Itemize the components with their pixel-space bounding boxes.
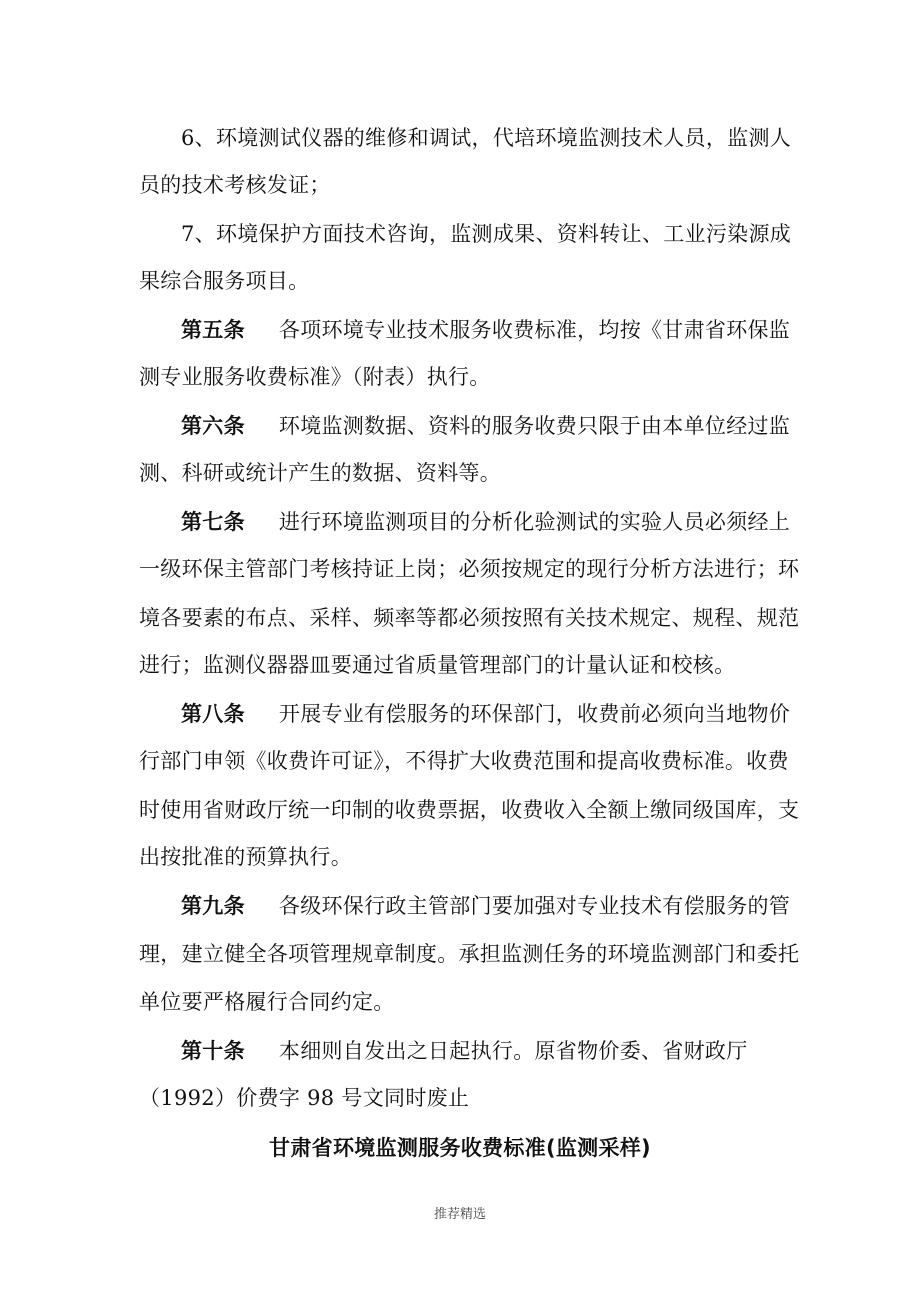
article-9-line-2: 理，建立健全各项管理规章制度。承担监测任务的环境监测部门和委托 [139, 942, 800, 966]
article-5-text: 各项环境专业技术服务收费标准，均按《甘肃省环保监 [278, 318, 791, 342]
article-6-line-1 [181, 412, 790, 440]
article-7-label: 第七条 [181, 510, 245, 534]
article-10-line-2: （1992）价费字 98 号文同时废止 [139, 1086, 470, 1110]
item-7-line-1: 7、环境保护方面技术咨询，监测成果、资料转让、工业污染源成 [181, 222, 792, 246]
article-7-line-1 [181, 508, 790, 536]
article-5-label: 第五条 [181, 318, 245, 342]
article-8-line-4: 出按批准的预算执行。 [139, 845, 352, 869]
item-6-line-1: 6、环境测试仪器的维修和调试，代培环境监测技术人员，监测人 [181, 126, 792, 150]
article-6-line-2: 测、科研或统计产生的数据、资料等。 [139, 461, 502, 485]
article-7-line-2: 一级环保主管部门考核持证上岗；必须按规定的现行分析方法进行；环 [139, 557, 800, 581]
item-7-line-2: 果综合服务项目。 [139, 269, 310, 293]
article-6-label: 第六条 [181, 414, 245, 438]
article-7-line-3: 境各要素的布点、采样、频率等都必须按照有关技术规定、规程、规范 [139, 606, 800, 630]
article-10-label: 第十条 [181, 1039, 245, 1063]
article-7-text: 进行环境监测项目的分析化验测试的实验人员必须经上 [278, 510, 791, 534]
article-9-text: 各级环保行政主管部门要加强对专业技术有偿服务的管 [278, 894, 791, 918]
article-8-line-1 [181, 700, 790, 728]
article-9-line-3: 单位要严格履行合同约定。 [139, 990, 395, 1014]
article-6-text: 环境监测数据、资料的服务收费只限于由本单位经过监 [278, 414, 791, 438]
article-8-text: 开展专业有偿服务的环保部门，收费前必须向当地物价 [278, 702, 791, 726]
article-5-line-2: 测专业服务收费标准》（附表）执行。 [139, 365, 491, 389]
article-7-line-4: 进行；监测仪器器皿要通过省质量管理部门的计量认证和校核。 [139, 653, 736, 677]
article-8-line-3: 时使用省财政厅统一印制的收费票据，收费收入全额上缴同级国库，支 [139, 798, 800, 822]
article-5-line-1 [181, 316, 790, 344]
article-9-label: 第九条 [181, 894, 245, 918]
article-10-line-1 [181, 1037, 748, 1065]
fee-table-heading: 甘肃省环境监测服务收费标准(监测采样) [269, 1136, 651, 1160]
article-10-text: 本细则自发出之日起执行。原省物价委、省财政厅 [278, 1039, 748, 1063]
item-6-line-2: 员的技术考核发证； [139, 173, 331, 197]
article-8-label: 第八条 [181, 702, 245, 726]
article-8-line-2: 行部门申领《收费许可证》，不得扩大收费范围和提高收费标准。收费 [139, 749, 789, 773]
article-9-line-1 [181, 892, 790, 920]
page-footer: 推荐精选 [433, 1207, 486, 1222]
